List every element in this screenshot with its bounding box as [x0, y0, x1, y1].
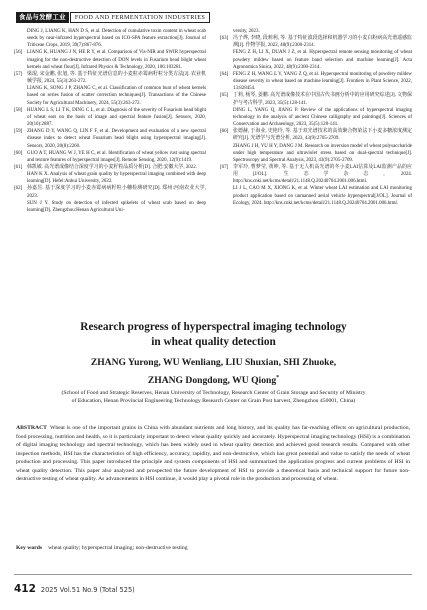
reference-text: ZHANG J H, YU H Y, DANG J M. Research on inversion model of wheat polysaccharide under high temperature and ultraviolet stress based on dual-spectral technique[J]. Spectroscopy and Spectral Analysis, 2023, 43(9):2705-2709.	[233, 143, 412, 163]
author-names: ZHANG Dongdong, WU Qiong	[147, 374, 277, 386]
reference-number: [60]	[14, 150, 23, 156]
reference-number	[14, 200, 27, 214]
reference-item	[220, 92, 412, 106]
reference-number: [65]	[220, 93, 229, 99]
reference-text: GUO A T, HUANG W J, YE H C, et al. Identification of wheat yellow rust using spectral and texture features of hyperspectral images[J]. Remote Sensing, 2020, 12(9):1419.	[27, 150, 206, 163]
journal-header	[16, 11, 210, 23]
reference-text: DING J, LIANG K, HAN D S, et al. Detection of cumulative toxin content in wheat scab seeds by near-infrared hyperspectral based on ICO-SPA feature extraction[J]. Journal of Triticeae Crops, 2019, 39(7):867-876.	[27, 29, 206, 49]
reference-text: LIANG K, HUANG J N, HE R Y, et al. Comparison of Vis-NIR and SWIR hyperspectral imaging for the non-destructive detection of DON levels in Fusarium head blight wheat kernels and wheat flour[J]. Infrared Physics & Technology, 2020, 106:103281.	[27, 50, 206, 70]
reference-item	[220, 71, 412, 92]
reference-text: 李军玲, 曹梦莹, 黄坤, 等. 基于无人机高光谱的冬小麦LAI估算及LAI监测产品的应用[J/OL]. 生态学杂志, 2024. http://kns.cnki.net/kcms/detail/21.1148.Q.20240704.2001.006.html.	[233, 164, 412, 185]
reference-item	[220, 128, 412, 142]
reference-list-left	[14, 28, 206, 214]
reference-text: FENG Z H, WANG L Y, YANG Z Q, et al. Hyperspectral monitoring of powdery mildew disease severity in wheat based on machine learning[J]. Frontiers in Plant Science, 2022, 13:828454.	[233, 71, 412, 92]
reference-item	[14, 85, 206, 106]
reference-text: HAN K X. Analysis of wheat grain quality by hyperspectral imaging combined with deep learning[D]. Hefei:Anhui University, 2022.	[27, 172, 206, 185]
paper-title-line: Research progress of hyperspectral imaging technology	[80, 321, 347, 333]
reference-item	[14, 49, 206, 70]
reference-item	[14, 28, 206, 49]
reference-number	[220, 143, 233, 164]
reference-number	[14, 28, 27, 49]
reference-item	[220, 185, 412, 206]
page-footer	[14, 583, 135, 595]
reference-text: LI J L, CAO M X, XIONG K, et al. Winter wheat LAI estimation and LAI monitoring product application based on unmanned aerial vehicle hyperspectral[J/OL]. Journal of Ecology, 2024. http://kns.cnki.net/kcms/detail/21.1148.Q.20240704.2001.006.html.	[233, 186, 412, 206]
abstract	[16, 424, 410, 484]
reference-item	[220, 35, 412, 49]
reference-number: [59]	[14, 129, 23, 135]
reference-item	[14, 107, 206, 128]
reference-item	[14, 185, 206, 199]
reference-text: 梁琨, 宋金鹏, 张旭, 等. 基于特征光谱信息的小麦粒赤霉病籽粒分类方法[J]. 农业机械学报, 2024, 55(3):263-272.	[27, 71, 206, 85]
reference-number	[220, 185, 233, 206]
reference-item	[14, 171, 206, 185]
journal-name-cn: 食品与发酵工业	[16, 12, 69, 23]
reference-item	[14, 200, 206, 214]
journal-name-en: FOOD AND FERMENTATION INDUSTRIES	[70, 12, 210, 23]
reference-text: 韩凯敏. 高光谱成像结合深度学习的小麦籽粒品质分析[D]. 合肥:安徽大学, 2022.	[27, 164, 197, 170]
author-line: ZHANG Yurong, WU Wenliang, LIU Shuxian, SHI Zhuoke,	[90, 357, 337, 368]
reference-number: [56]	[14, 50, 23, 56]
reference-text: 丁莉, 杨琴, 姜鹏. 高光谱成像技术在中国古代书画分析中的应用研究综述[J]. 文物保护与考古科学, 2023, 35(5):128-141.	[233, 93, 412, 106]
reference-number	[14, 85, 27, 106]
reference-item	[14, 164, 206, 171]
reference-list-right	[220, 28, 412, 207]
reference-number	[220, 107, 233, 128]
abstract-label: ABSTRACT	[16, 425, 47, 431]
reference-number: [57]	[14, 71, 23, 77]
paper-title-line: in wheat quality detection	[151, 335, 276, 348]
affiliation: (School of Food and Strategic Reserves, Henan University of Technology, Research Center of Grain Storage and Security of Ministry of Education, Henan Provincial Engineering Technology Research Center on Grain Post harvest, Zhengzhou 450001, China)	[61, 390, 366, 405]
corresponding-author-mark: *	[276, 374, 280, 381]
reference-number: [61]	[14, 164, 23, 170]
reference-number	[220, 49, 233, 70]
reference-number: [66]	[220, 129, 229, 135]
reference-number: [64]	[220, 71, 229, 77]
reference-item	[14, 71, 206, 85]
reference-item	[220, 107, 412, 128]
reference-text: HUANG L S, LI T K, DING C L, et al. Diagnosis of the severity of Fusarium head blight of wheat ears on the basis of image and spectral feature fusion[J]. Sensors, 2020, 20(10):2887.	[27, 107, 206, 128]
reference-text: ZHANG D Y, WANG Q, LIN F F, et al. Development and evaluation of a new spectral disease index to detect wheat Fusarium head blight using hyperspectral imaging[J]. Sensors, 2020, 20(8):2260.	[27, 129, 206, 149]
author-line	[0, 371, 427, 389]
reference-number: [67]	[220, 164, 229, 170]
reference-number: [63]	[220, 36, 229, 42]
reference-text: 孙嘉昱. 基于深度学习的小麦赤霉病病籽粒小穗检测研究[D]. 郑州:河南农业大学, 2023.	[27, 186, 206, 199]
reference-number: [62]	[14, 186, 23, 192]
reference-item	[220, 49, 412, 70]
keywords	[16, 544, 410, 553]
reference-text: FENG Z H, LI X, DUAN J Z, et al. Hyperspectral remote sensing monitoring of wheat powdery mildew based on feature band selection and machine learning[J]. Acta Agronomica Sinica, 2022, 48(9):2300-2314.	[233, 50, 412, 70]
reference-text: 张德赫, 于海业, 史艳玲, 等. 基于双光谱技术的高效聚合物染法下小麦多糖浓度测定研究[J]. 光谱学与光谱分析, 2023, 43(9):2705-2709.	[233, 129, 412, 142]
paper-title	[0, 320, 427, 349]
keywords-text: wheat quality; hyperspectral imaging; non-destructive testing	[48, 545, 188, 551]
reference-item	[220, 164, 412, 185]
author-list	[0, 356, 427, 388]
reference-text: LIANG K, SONG J P, ZHANG C, et al. Classification of common bunt of wheat kernels based on series fusion of scatter correction techniques[J]. Transactions of the Chinese Society for Agricultural Machinery, 2024, 55(3):263-272.	[27, 86, 206, 106]
reference-item	[14, 150, 206, 164]
reference-text: SUN J Y. Study on detection of infected spikelets of wheat scab based on deep learning[D]. Zhengzhou:Henan Agricultural Uni-	[27, 200, 206, 213]
abstract-text: Wheat is one of the important grains in China with abundant nutrients and long history, and its quality has far-reaching effects on agricultural production, food processing, nutrition and health, so it is particularly important to detect wheat quality quickly and accurately. Hyperspectral imaging technology (HSI) is a combination of digital imaging technology and spectral technology, which has been widely used in wheat quality detection and achieved good research results. Compared with other inspection methods, HSI has the characteristics of high efficiency, accuracy, rapidity, and non-destructive, which has great potential and value to satisfy the needs of wheat production and processing. This paper introduced the principle and system components of HSI and summarized the application progress and current problems of HSI in wheat quality detection. This paper also analyzed and prospected the future development of HSI to provide a theoretical basis and technical support for future non-destructive testing of wheat quality. As advancements in HSI continue, it would play a pivotal role in the production and processing of wheat.	[16, 425, 410, 482]
page-number: 412	[14, 583, 36, 595]
keywords-label: Key words	[16, 545, 43, 551]
reference-text: DING L, YANG Q, JIANG P. Review of the applications of hyperspectral imaging technology in the analysis of ancient Chinese calligraphy and paintings[J]. Sciences of Conservation and Archaeology, 2023, 35(5):128-141.	[233, 107, 412, 128]
footer-divider	[14, 574, 412, 575]
reference-number	[14, 171, 27, 185]
reference-item	[220, 143, 412, 164]
reference-item	[14, 128, 206, 149]
volume-info: 2025 Vol.51 No.9 (Total 525)	[40, 586, 135, 594]
reference-continuation: versity, 2023.	[233, 29, 260, 34]
reference-text: 冯子烨, 李晓, 段莉利, 等. 基于特征波段选择和机器学习的小麦白粉病高光谱遥感监测[J]. 作物学报, 2022, 48(9):2300-2314.	[233, 36, 412, 49]
reference-number: [58]	[14, 107, 23, 113]
